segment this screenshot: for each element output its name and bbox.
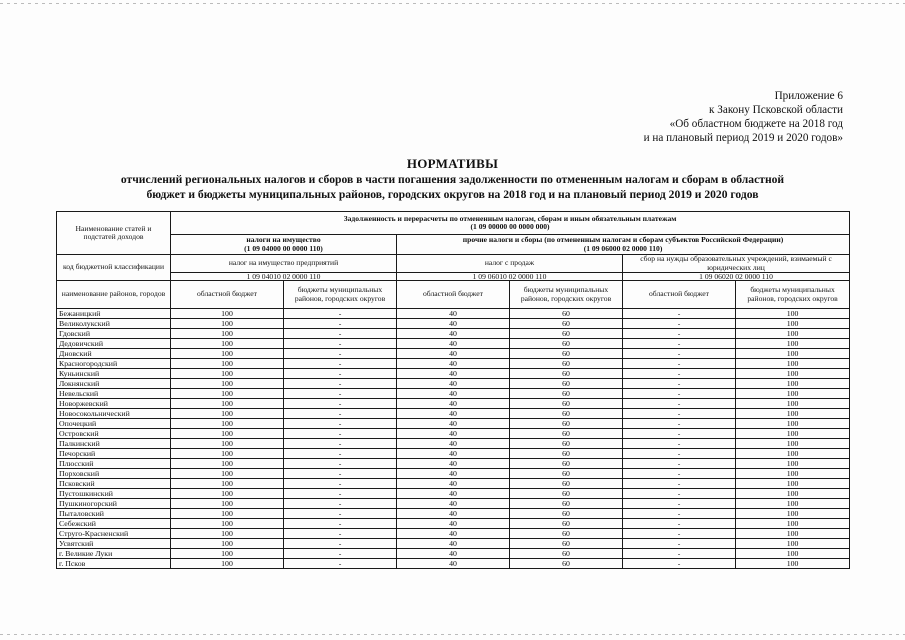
table-row — [57, 329, 850, 339]
table-row — [57, 519, 850, 529]
norm-value: - — [284, 439, 397, 449]
norm-value: 60 — [510, 549, 623, 559]
table-row — [57, 539, 850, 549]
norm-value: - — [284, 329, 397, 339]
title-main: НОРМАТИВЫ — [406, 156, 499, 171]
table-row — [57, 359, 850, 369]
district-name: Дедовичский — [57, 339, 171, 349]
norm-value: 100 — [736, 509, 850, 519]
norm-value: 40 — [397, 499, 510, 509]
title-line-1: отчислений региональных налогов и сборов в части погашения задолженности по отмененным налогам и сборам в областной — [120, 173, 785, 186]
debt-header-text: Задолженность и перерасчеты по отмененным налогам, сборам и иным обязательным платежам — [343, 213, 677, 223]
norm-value: 100 — [171, 519, 284, 529]
norm-value: - — [623, 549, 736, 559]
table-row — [57, 509, 850, 519]
norm-value: 60 — [510, 329, 623, 339]
table-row — [57, 319, 850, 329]
norm-value: 60 — [510, 469, 623, 479]
table-row — [57, 489, 850, 499]
enterprise-property-tax-header: налог на имущество предприятий — [171, 255, 397, 273]
norm-value: 60 — [510, 499, 623, 509]
appendix-note — [644, 89, 843, 145]
district-name: Палкинский — [57, 439, 171, 449]
norm-value: - — [623, 489, 736, 499]
enterprise-property-tax-code: 1 09 04010 02 0000 110 — [171, 273, 397, 281]
district-name: Новоржевский — [57, 399, 171, 409]
district-name: Себежский — [57, 519, 171, 529]
norm-value: 40 — [397, 519, 510, 529]
norm-value: 60 — [510, 439, 623, 449]
norm-value: - — [623, 539, 736, 549]
district-name: Красногородский — [57, 359, 171, 369]
norm-value: - — [284, 529, 397, 539]
col-municipal-budget-1: бюджеты муниципальных районов, городских округов — [284, 281, 397, 309]
norm-value: - — [623, 419, 736, 429]
norm-value: - — [623, 529, 736, 539]
table-row — [57, 549, 850, 559]
norm-value: - — [623, 479, 736, 489]
norm-value: - — [284, 499, 397, 509]
kbk-label: код бюджетной классификации — [57, 255, 171, 281]
norm-value: 60 — [510, 369, 623, 379]
col-regional-budget-1: областной бюджет — [171, 281, 284, 309]
table-row — [57, 469, 850, 479]
norm-value: 60 — [510, 509, 623, 519]
norm-value: 100 — [736, 529, 850, 539]
table-row — [57, 429, 850, 439]
other-taxes-group — [397, 235, 850, 255]
district-name: Плюсский — [57, 459, 171, 469]
norm-value: 100 — [171, 369, 284, 379]
norm-value: - — [284, 459, 397, 469]
norm-value: - — [284, 559, 397, 569]
other-taxes-group-code: (1 09 06000 02 0000 110) — [583, 243, 663, 253]
table-row — [57, 479, 850, 489]
norm-value: 100 — [736, 339, 850, 349]
norm-value: - — [284, 309, 397, 319]
district-name: Усвятский — [57, 539, 171, 549]
norm-value: - — [623, 409, 736, 419]
norm-value: 100 — [736, 519, 850, 529]
norm-value: 100 — [171, 459, 284, 469]
norm-value: - — [284, 319, 397, 329]
norm-value: 40 — [397, 359, 510, 369]
norm-value: 60 — [510, 529, 623, 539]
norm-value: - — [284, 369, 397, 379]
norm-value: 100 — [736, 469, 850, 479]
table-row — [57, 399, 850, 409]
district-name: Островский — [57, 429, 171, 439]
names-column-header: наименование районов, городов — [57, 281, 171, 309]
norm-value: 100 — [736, 309, 850, 319]
norm-value: 40 — [397, 549, 510, 559]
norm-value: 100 — [736, 449, 850, 459]
appendix-line-4: и на плановый период 2019 и 2020 годов» — [643, 132, 843, 144]
district-name: г. Великие Луки — [57, 549, 171, 559]
col-regional-budget-2: областной бюджет — [397, 281, 510, 309]
norm-value: 100 — [736, 389, 850, 399]
norm-value: 100 — [171, 559, 284, 569]
norm-value: 40 — [397, 389, 510, 399]
norm-value: 100 — [736, 369, 850, 379]
title-line-2: бюджет и бюджеты муниципальных районов, городских округов на 2018 год и на плановый период 2019 и 2020 годов — [146, 188, 759, 201]
norm-value: 100 — [736, 499, 850, 509]
district-name: Локнянский — [57, 379, 171, 389]
norm-value: 60 — [510, 519, 623, 529]
col-municipal-budget-3: бюджеты муниципальных районов, городских округов — [736, 281, 850, 309]
norm-value: - — [623, 469, 736, 479]
norm-value: - — [623, 559, 736, 569]
norm-value: 60 — [510, 389, 623, 399]
norm-value: - — [623, 389, 736, 399]
norms-table — [56, 211, 850, 569]
norm-value: - — [284, 509, 397, 519]
district-name: г. Псков — [57, 559, 171, 569]
norm-value: 40 — [397, 329, 510, 339]
norm-value: - — [284, 549, 397, 559]
norm-value: 100 — [171, 309, 284, 319]
norm-value: - — [284, 449, 397, 459]
norm-value: 40 — [397, 429, 510, 439]
norm-value: - — [284, 489, 397, 499]
norm-value: - — [623, 439, 736, 449]
norm-value: 100 — [171, 339, 284, 349]
district-name: Опочецкий — [57, 419, 171, 429]
district-name: Невельский — [57, 389, 171, 399]
norm-value: - — [284, 419, 397, 429]
norm-value: 60 — [510, 419, 623, 429]
table-row — [57, 459, 850, 469]
district-name: Гдовский — [57, 329, 171, 339]
norm-value: - — [623, 319, 736, 329]
district-name: Струго-Красненский — [57, 529, 171, 539]
norm-value: 100 — [736, 319, 850, 329]
table-row — [57, 369, 850, 379]
norm-value: 40 — [397, 559, 510, 569]
norm-value: 40 — [397, 469, 510, 479]
appendix-line-1: Приложение 6 — [774, 90, 843, 102]
norm-value: 40 — [397, 319, 510, 329]
norm-value: 100 — [171, 449, 284, 459]
table-row — [57, 309, 850, 319]
norm-value: 40 — [397, 309, 510, 319]
norm-value: 60 — [510, 539, 623, 549]
district-name: Великолукский — [57, 319, 171, 329]
education-levy-code: 1 09 06020 02 0000 110 — [623, 273, 850, 281]
norm-value: 40 — [397, 449, 510, 459]
norm-value: - — [284, 409, 397, 419]
table-row — [57, 349, 850, 359]
scan-edge-top — [0, 3, 905, 4]
sales-tax-header: налог с продаж — [397, 255, 623, 273]
norm-value: 100 — [736, 439, 850, 449]
norm-value: 100 — [736, 559, 850, 569]
norm-value: 60 — [510, 319, 623, 329]
norm-value: 60 — [510, 449, 623, 459]
norm-value: 100 — [171, 529, 284, 539]
norm-value: 60 — [510, 559, 623, 569]
norm-value: 40 — [397, 349, 510, 359]
norm-value: - — [623, 449, 736, 459]
norm-value: - — [623, 349, 736, 359]
norm-value: 100 — [171, 539, 284, 549]
document-title — [0, 156, 905, 202]
norm-value: 40 — [397, 479, 510, 489]
norm-value: 100 — [171, 439, 284, 449]
table-row — [57, 419, 850, 429]
district-name: Порховский — [57, 469, 171, 479]
norm-value: - — [623, 379, 736, 389]
norm-value: 100 — [171, 499, 284, 509]
sales-tax-code: 1 09 06010 02 0000 110 — [397, 273, 623, 281]
norm-value: - — [284, 399, 397, 409]
property-tax-group — [171, 235, 397, 255]
norm-value: - — [623, 519, 736, 529]
district-name: Новосокольнический — [57, 409, 171, 419]
norm-value: 60 — [510, 409, 623, 419]
norm-value: - — [623, 459, 736, 469]
norm-value: 100 — [171, 429, 284, 439]
norm-value: - — [623, 369, 736, 379]
table-row — [57, 499, 850, 509]
district-name: Пушкиногорский — [57, 499, 171, 509]
norm-value: 60 — [510, 349, 623, 359]
district-name: Бежаницкий — [57, 309, 171, 319]
norm-value: - — [623, 329, 736, 339]
norm-value: - — [623, 509, 736, 519]
education-levy-header: сбор на нужды образовательных учреждений, взимаемый с юридических лиц — [623, 255, 850, 273]
debt-header-code: (1 09 00000 00 0000 000) — [470, 222, 550, 231]
norm-value: 100 — [171, 489, 284, 499]
norm-value: 100 — [736, 429, 850, 439]
norm-value: 60 — [510, 459, 623, 469]
col-regional-budget-3: областной бюджет — [623, 281, 736, 309]
norm-value: - — [284, 339, 397, 349]
norm-value: 60 — [510, 489, 623, 499]
district-name: Пустошкинский — [57, 489, 171, 499]
norm-value: 40 — [397, 409, 510, 419]
scan-edge-bottom — [0, 634, 905, 635]
appendix-line-2: к Закону Псковской области — [709, 104, 843, 116]
norm-value: 40 — [397, 369, 510, 379]
norm-value: 40 — [397, 339, 510, 349]
table-row — [57, 529, 850, 539]
norm-value: 100 — [171, 329, 284, 339]
corner-header: Наименование статей и подстатей доходов — [57, 212, 171, 255]
norm-value: - — [284, 379, 397, 389]
norm-value: - — [623, 359, 736, 369]
norm-value: 100 — [736, 329, 850, 339]
property-tax-group-label: налоги на имущество — [246, 235, 321, 245]
norm-value: 40 — [397, 379, 510, 389]
norm-value: 60 — [510, 479, 623, 489]
norm-value: - — [623, 499, 736, 509]
district-name: Пыталовский — [57, 509, 171, 519]
norm-value: 40 — [397, 489, 510, 499]
property-tax-group-code: (1 09 04000 00 0000 110) — [244, 243, 323, 253]
norm-value: - — [284, 349, 397, 359]
norm-value: 40 — [397, 509, 510, 519]
norm-value: 100 — [736, 349, 850, 359]
norm-value: 100 — [171, 509, 284, 519]
table-row — [57, 389, 850, 399]
norm-value: 100 — [736, 359, 850, 369]
norm-value: 100 — [736, 399, 850, 409]
norm-value: 100 — [171, 349, 284, 359]
table-row — [57, 339, 850, 349]
norm-value: 100 — [736, 549, 850, 559]
norm-value: 100 — [171, 379, 284, 389]
norm-value: - — [284, 429, 397, 439]
table-row — [57, 559, 850, 569]
norm-value: 60 — [510, 339, 623, 349]
norm-value: - — [284, 479, 397, 489]
district-name: Псковский — [57, 479, 171, 489]
district-name: Дновский — [57, 349, 171, 359]
norm-value: 100 — [171, 359, 284, 369]
norm-value: 40 — [397, 529, 510, 539]
norm-value: 60 — [510, 359, 623, 369]
table-row — [57, 439, 850, 449]
norm-value: - — [623, 339, 736, 349]
norm-value: 100 — [171, 419, 284, 429]
norm-value: 100 — [736, 419, 850, 429]
district-name: Печорский — [57, 449, 171, 459]
norm-value: 100 — [736, 489, 850, 499]
norm-value: - — [284, 519, 397, 529]
norm-value: 100 — [736, 379, 850, 389]
col-municipal-budget-2: бюджеты муниципальных районов, городских округов — [510, 281, 623, 309]
norm-value: - — [284, 359, 397, 369]
norm-value: 100 — [171, 399, 284, 409]
norm-value: 100 — [171, 549, 284, 559]
norm-value: 100 — [736, 409, 850, 419]
norm-value: 60 — [510, 399, 623, 409]
norm-value: 100 — [171, 409, 284, 419]
norm-value: 100 — [171, 469, 284, 479]
norm-value: 100 — [736, 539, 850, 549]
norm-value: 100 — [736, 459, 850, 469]
norm-value: - — [284, 469, 397, 479]
norm-value: 40 — [397, 419, 510, 429]
other-taxes-group-label: прочие налоги и сборы (по отмененным налогам и сборам субъектов Российской Федерации) — [462, 235, 784, 245]
table-row — [57, 379, 850, 389]
norm-value: - — [623, 429, 736, 439]
norm-value: 100 — [171, 319, 284, 329]
appendix-line-3: «Об областном бюджете на 2018 год — [669, 118, 843, 130]
norm-value: 100 — [171, 479, 284, 489]
norm-value: 60 — [510, 309, 623, 319]
norm-value: 60 — [510, 379, 623, 389]
norm-value: 100 — [736, 479, 850, 489]
norm-value: - — [623, 309, 736, 319]
norm-value: - — [623, 399, 736, 409]
debt-header — [171, 212, 850, 235]
norm-value: 60 — [510, 429, 623, 439]
table-row — [57, 449, 850, 459]
norm-value: 40 — [397, 459, 510, 469]
norm-value: - — [284, 389, 397, 399]
table-row — [57, 409, 850, 419]
table-body — [57, 309, 850, 569]
norm-value: 40 — [397, 539, 510, 549]
norm-value: 100 — [171, 389, 284, 399]
norm-value: 40 — [397, 439, 510, 449]
norm-value: 40 — [397, 399, 510, 409]
norm-value: - — [284, 539, 397, 549]
district-name: Куньинский — [57, 369, 171, 379]
